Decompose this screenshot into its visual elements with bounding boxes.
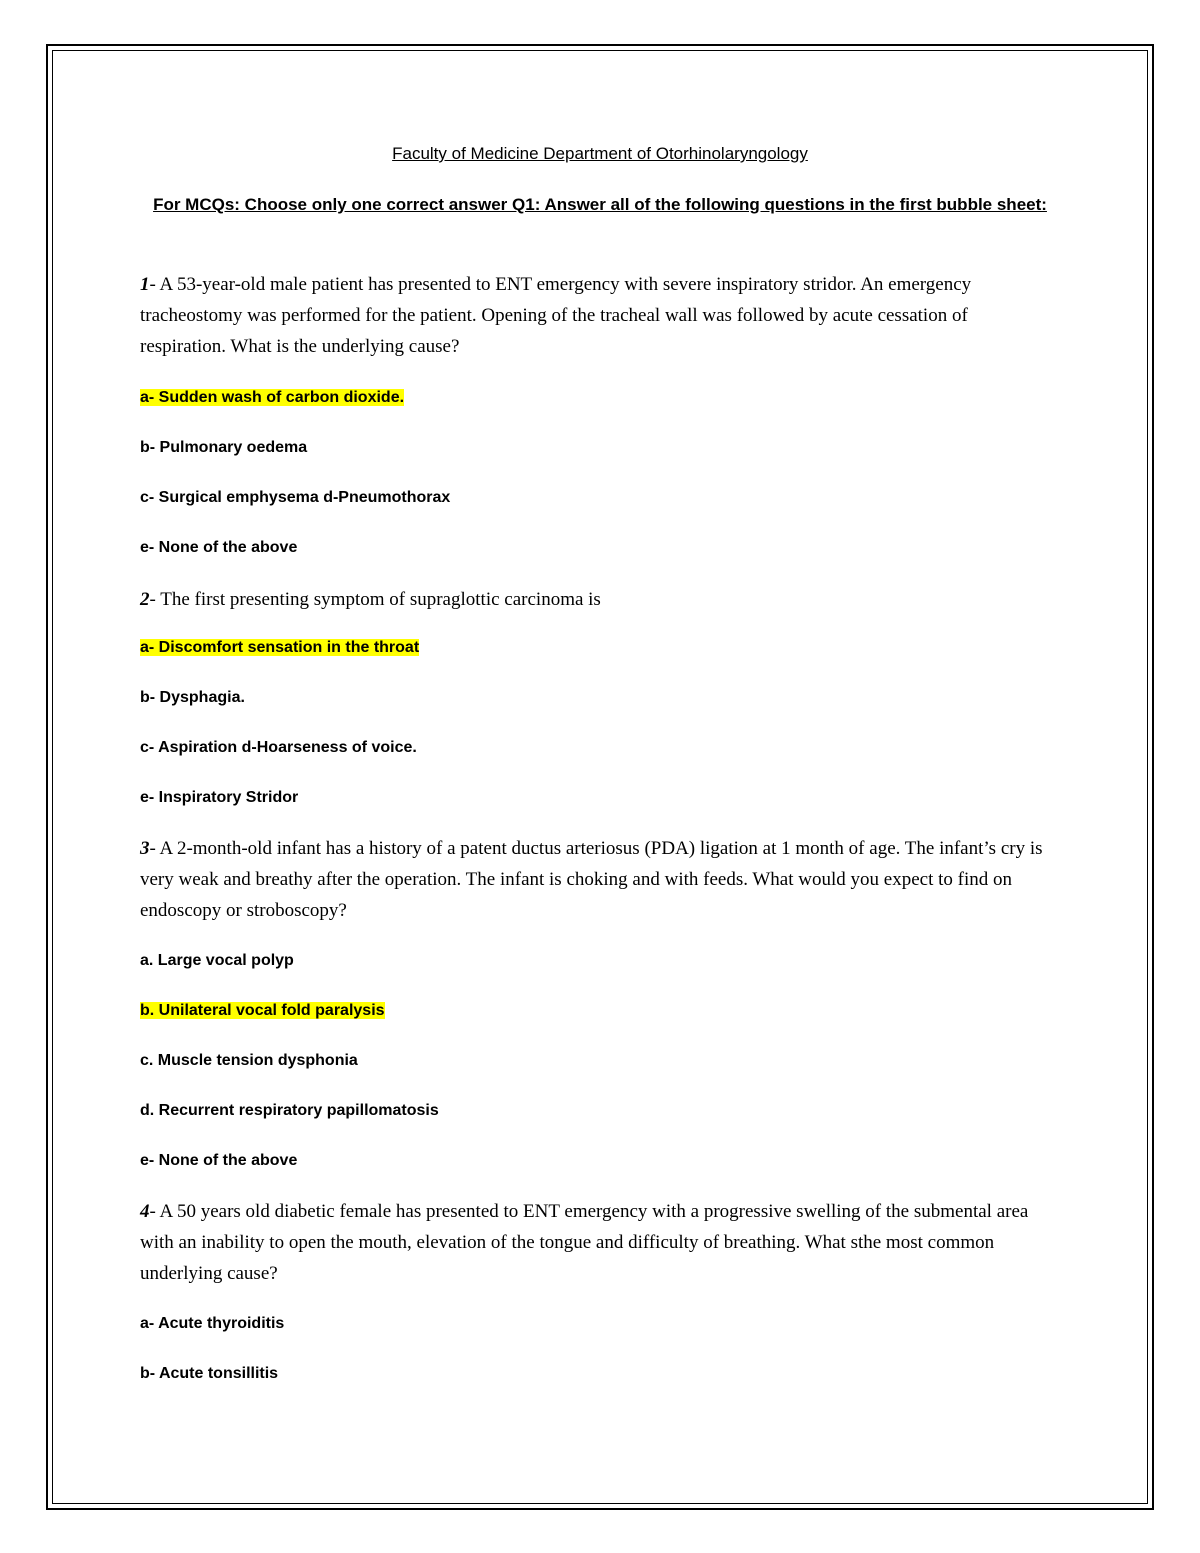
option-item — [140, 636, 419, 660]
question-number: 4 — [140, 1201, 150, 1222]
option-item: e- None of the above — [140, 1152, 298, 1169]
exam-instructions: For MCQs: Choose only one correct answer Q1: Answer all of the following questions in the first bubble sheet: — [153, 195, 1047, 214]
question-1 — [140, 269, 1050, 362]
question-2 — [140, 584, 1050, 615]
option-item: a. Large vocal polyp — [140, 952, 294, 969]
option-item: b- Pulmonary oedema — [140, 439, 308, 456]
option-item: e- None of the above — [140, 539, 298, 556]
option-item: c- Surgical emphysema d-Pneumothorax — [140, 489, 451, 506]
highlighted-answer: b. Unilateral vocal fold paralysis — [140, 1002, 385, 1019]
highlighted-answer: a- Sudden wash of carbon dioxide. — [140, 389, 405, 406]
option-item: b- Dysphagia. — [140, 689, 245, 706]
question-text: - The first presenting symptom of supraglottic carcinoma is — [149, 589, 601, 610]
question-number: 2 — [140, 589, 150, 610]
option-item: e- Inspiratory Stridor — [140, 789, 299, 806]
option-item — [140, 999, 385, 1023]
option-item: c- Aspiration d-Hoarseness of voice. — [140, 739, 417, 756]
question-text: - A 50 years old diabetic female has presented to ENT emergency with a progressive swelling of the submental area with an inability to open the mouth, elevation of the tongue and difficulty of breathing. What sthe most common underlying cause? — [140, 1201, 1029, 1284]
option-item: d. Recurrent respiratory papillomatosis — [140, 1102, 439, 1119]
document-title: Faculty of Medicine Department of Otorhinolaryngology — [392, 144, 808, 163]
option-item — [140, 386, 404, 410]
question-3 — [140, 833, 1050, 926]
option-item: b- Acute tonsillitis — [140, 1365, 279, 1382]
question-number: 1 — [140, 274, 150, 295]
option-item: a- Acute thyroiditis — [140, 1315, 285, 1332]
question-text: - A 53-year-old male patient has presented to ENT emergency with severe inspiratory stridor. An emergency tracheostomy was performed for the patient. Opening of the tracheal wall was followed by acute cessation of respiration. What is the underlying cause? — [140, 274, 972, 357]
question-number: 3 — [140, 838, 150, 859]
question-text: - A 2-month-old infant has a history of a patent ductus arteriosus (PDA) ligation at 1 month of age. The infant’s cry is very weak and breathy after the operation. The infant is choking and with feeds. What would you expect to find on endoscopy or stroboscopy? — [140, 838, 1043, 921]
question-4 — [140, 1196, 1050, 1289]
highlighted-answer: a- Discomfort sensation in the throat — [140, 639, 420, 656]
option-item: c. Muscle tension dysphonia — [140, 1052, 358, 1069]
